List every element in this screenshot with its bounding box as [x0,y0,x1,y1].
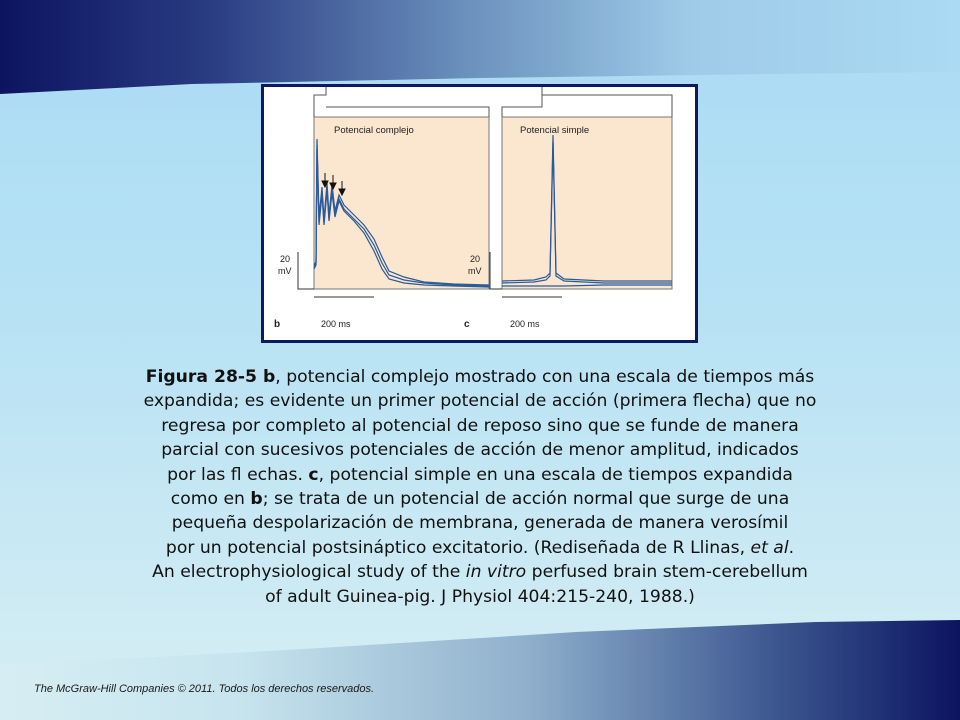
caption-italic: et al [750,537,789,558]
panel-b-scale-v-unit: mV [278,266,292,276]
panel-c-title: Potencial simple [520,125,590,136]
caption-bold-b: b [250,489,263,510]
panel-b-top-line [326,107,489,117]
caption-line-8 [60,536,900,560]
caption-text: An electrophysiological study of the [152,562,466,583]
panel-c-scale-v: 20 [470,254,481,264]
caption-line-7: pequeña despolarización de membrana, generada de manera verosímil [171,513,789,534]
bottom-decorative-band [0,620,960,720]
panel-c-background [502,117,672,289]
caption-text: , potencial simple en una escala de tiempos expandida [318,464,793,485]
panel-b-voltage-scale [298,252,314,289]
caption-bold-c: c [308,464,319,485]
caption-line-2: expandida; es evidente un primer potencial de acción (primera flecha) que no [143,391,817,412]
caption-text: , potencial complejo mostrado con una escala de tiempos más [275,367,815,387]
caption-text: . [788,537,795,558]
panel-b-stimulus-bracket [314,87,326,117]
caption-line-1 [60,365,900,389]
caption-line-6 [60,487,900,511]
panel-b-letter: b [274,319,281,330]
panel-b-scale-v: 20 [280,254,291,264]
caption-line-4: parcial con sucesivos potenciales de acción de menor amplitud, indicados [161,440,799,461]
panel-c-scale-v-unit: mV [468,266,482,276]
caption-line-5 [60,463,900,487]
caption-text: ; se trata de un potencial de acción normal que surge de una [262,489,790,510]
caption-text: perfused brain stem-cerebellum [526,562,808,583]
panel-b [274,87,489,330]
figure-drawing [264,87,695,340]
figure-caption [60,365,900,609]
panel-c [464,87,672,330]
caption-text: por las fl echas. [167,464,309,485]
figure-28-5 [261,84,698,343]
panel-b-scale-t: 200 ms [321,319,351,329]
caption-line-3: regresa por completo al potencial de reposo sino que se funde de manera [161,415,799,436]
caption-line-9 [60,560,900,584]
caption-text: por un potencial postsináptico excitatorio. (Rediseñada de R Llinas, [165,537,751,558]
panel-c-letter: c [464,319,470,330]
panel-c-scale-t: 200 ms [510,319,540,329]
panel-c-voltage-scale [490,252,502,289]
panel-b-title: Potencial complejo [334,125,414,136]
caption-text: como en [170,489,251,510]
panel-c-top-line [542,95,672,117]
caption-line-10: of adult Guinea-pig. J Physiol 404:215-240, 1988.) [265,586,695,607]
caption-italic: in vitro [465,562,527,583]
caption-figure-label: Figura 28-5 b [145,367,276,387]
copyright-footer: The McGraw-Hill Companies © 2011. Todos los derechos reservados. [34,683,375,695]
panel-c-stimulus-bracket [502,87,542,117]
